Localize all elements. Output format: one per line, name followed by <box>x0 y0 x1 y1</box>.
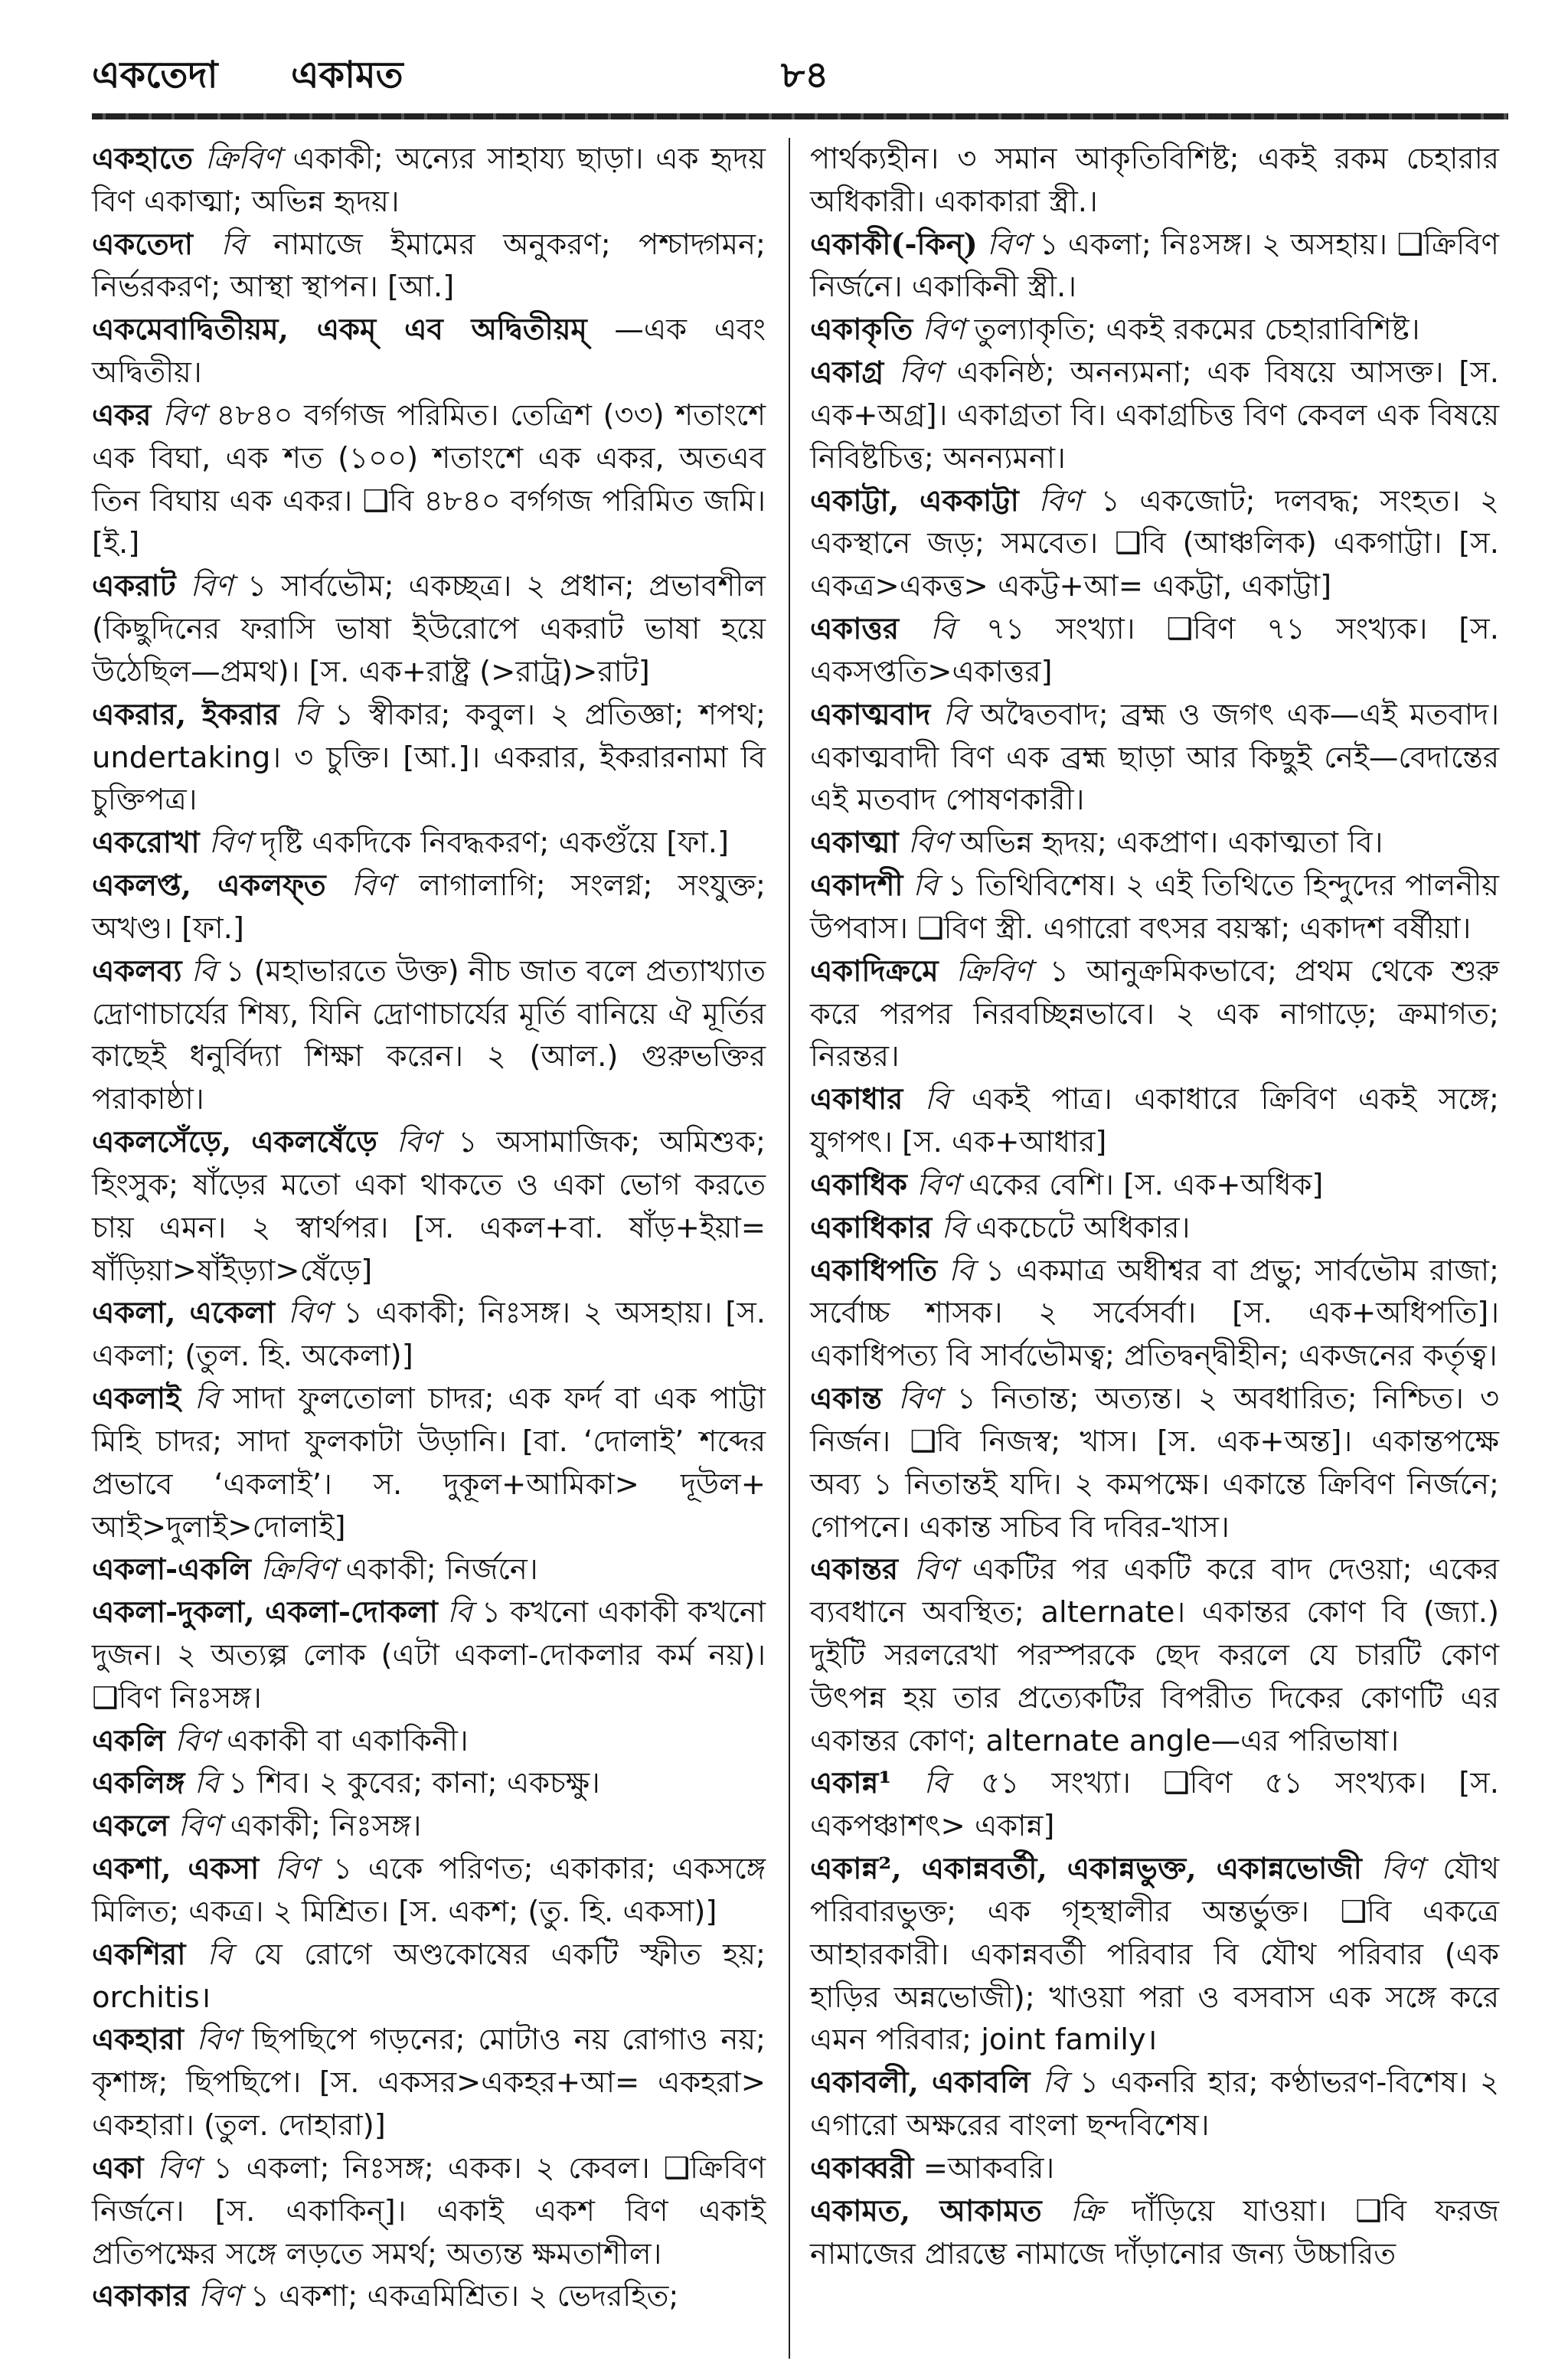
page-number: ৮৪ <box>781 54 829 96</box>
entry-definition: ৪৮৪০ বর্গগজ পরিমিত। তেত্রিশ (৩৩) শতাংশে এক বিঘা, এক শত (১০০) শতাংশে এক একর, অতএব তিন বিঘায় এক একর। ❑বি ৪৮৪০ বর্গগজ পরিমিত জমি। [ই.] <box>92 397 766 561</box>
entry-part-of-speech: বিণ <box>899 355 942 391</box>
dictionary-entry <box>810 694 1499 822</box>
entry-headword: একলব্য <box>92 953 182 989</box>
dictionary-entry <box>92 1934 766 2019</box>
dictionary-entry <box>92 822 766 865</box>
entry-part-of-speech: বিণ <box>1038 483 1082 518</box>
dictionary-entry <box>810 1378 1499 1548</box>
entry-headword: একরার, ইকরার <box>92 697 279 732</box>
entry-headword: একমেবাদ্বিতীয়ম, একম্ এব অদ্বিতীয়ম্ <box>92 312 587 348</box>
entry-definition: যে রোগে অণ্ডকোষের একটি স্ফীত হয়; orchitis। <box>92 1937 766 2015</box>
entry-definition: ছিপছিপে গড়নের; মোটাও নয় রোগাও নয়; কৃশাঙ্গ; ছিপছিপে। [স. একসর>একহর+আ= একহরা> একহারা। (তুল. দোহারা)] <box>92 2022 766 2143</box>
entry-definition: ১ একনরি হার; কণ্ঠাভরণ-বিশেষ। ২ এগারো অক্ষরের বাংলা ছন্দবিশেষ। <box>810 2065 1499 2143</box>
entry-definition: ১ একশা; একত্রমিশ্রিত। ২ ভেদরহিত; <box>250 2279 679 2314</box>
dictionary-entry <box>810 1164 1499 1207</box>
dictionary-entry <box>810 950 1499 1078</box>
dictionary-entry <box>92 2019 766 2147</box>
dictionary-entry <box>810 2147 1499 2190</box>
entry-definition: ১ আনুক্রমিকভাবে; প্রথম থেকে শুরু করে পরপর নিরবচ্ছিন্নভাবে। ২ এক নাগাড়ে; ক্রমাগত; নিরন্তর। <box>810 953 1500 1074</box>
dictionary-entry <box>92 694 766 822</box>
entry-definition: ১ একমাত্র অধীশ্বর বা প্রভু; সার্বভৌম রাজা; সর্বোচ্চ শাসক। ২ সর্বেসর্বা। [স. এক+অধিপতি]। একাধিপত্য বি সার্বভৌমত্ব; প্রতিদ্বন্দ্বীহীন; একজনের কর্তৃত্ব। <box>810 1253 1499 1374</box>
entry-definition: ১ শিব। ২ কুবের; কানা; একচক্ষু। <box>228 1766 600 1801</box>
entry-definition: একাকী; নিঃসঙ্গ। <box>230 1809 422 1844</box>
entry-definition: ১ (মহাভারতে উক্ত) নীচ জাত বলে প্রত্যাখ্যাত দ্রোণাচার্যের শিষ্য, যিনি দ্রোণাচার্যের মূর্তি বানিয়ে ঐ মূর্তির কাছেই ধনুর্বিদ্যা শিক্ষা করেন। ২ (আল.) গুরুভক্তির পরাকাষ্ঠা। <box>92 953 766 1117</box>
entry-definition: পার্থক্যহীন। ৩ সমান আকৃতিবিশিষ্ট; একই রকম চেহারার অধিকারী। একাকারা স্ত্রী.। <box>810 142 1499 219</box>
entry-definition: ১ একে পরিণত; একাকার; একসঙ্গে মিলিত; একত্র। ২ মিশ্রিত। [স. একশ; (তু. হি. একসা)] <box>92 1852 766 1929</box>
dictionary-entry <box>92 224 766 309</box>
dictionary-entry <box>92 1720 766 1763</box>
entry-headword: একর <box>92 397 152 433</box>
entry-part-of-speech: বি <box>913 868 938 904</box>
entry-headword: একশা, একসা <box>92 1852 260 1887</box>
left-guide-word: একতেদা <box>92 54 218 96</box>
entry-definition: ১ স্বীকার; কবুল। ২ প্রতিজ্ঞা; শপথ; undertaking। ৩ চুক্তি। [আ.]। একরার, ইকরারনামা বি চুক্তিপত্র। <box>92 697 766 818</box>
entry-headword: একাব্বরী <box>810 2150 914 2186</box>
entry-definition: নামাজে ইমামের অনুকরণ; পশ্চাদ্গমন; নির্ভরকরণ; আস্থা স্থাপন। [আ.] <box>92 227 766 305</box>
entry-part-of-speech: বিণ <box>916 1167 959 1202</box>
entry-definition: একনিষ্ঠ; অনন্যমনা; এক বিষয়ে আসক্ত। [স. এক+অগ্র]। একাগ্রতা বি। একাগ্রচিত্ত বিণ কেবল এক বিষয়ে নিবিষ্টচিত্ত; অনন্যমনা। <box>810 355 1499 476</box>
entry-headword: একাধিক <box>810 1167 907 1202</box>
entry-part-of-speech: ক্রি <box>1070 2193 1104 2228</box>
entry-part-of-speech: বি <box>941 1210 966 1245</box>
entry-headword: একাত্মা <box>810 826 899 861</box>
entry-headword: একাবলী, একাবলি <box>810 2065 1031 2101</box>
entry-headword: একলসেঁড়ে, একলষেঁড়ে <box>92 1125 377 1160</box>
entry-definition: ১ নিতান্ত; অত্যন্ত। ২ অবধারিত; নিশ্চিত। ৩ নির্জন। ❑বি নিজস্ব; খাস। [স. এক+অন্ত]। একান্তপক্ষে অব্য ১ নিতান্তই যদি। ২ কমপক্ষে। একান্তে ক্রিবিণ নির্জনে; গোপনে। একান্ত সচিব বি দবির-খাস। <box>810 1382 1499 1545</box>
page-header <box>92 40 1508 101</box>
entry-part-of-speech: বিণ <box>351 868 394 904</box>
entry-headword: একাত্মবাদ <box>810 697 931 732</box>
entry-part-of-speech: বিণ <box>1380 1852 1424 1887</box>
entry-part-of-speech: বি <box>220 227 246 262</box>
dictionary-entry <box>810 1250 1499 1378</box>
entry-headword: একা <box>92 2150 144 2186</box>
entry-headword: একাট্টা, এককাট্টা <box>810 483 1019 518</box>
entry-definition: একাকী বা একাকিনী। <box>227 1723 469 1758</box>
dictionary-entry <box>92 1805 766 1848</box>
entry-definition: ১ একলা; নিঃসঙ্গ। ২ অসহায়। ❑ক্রিবিণ নির্জনে। একাকিনী স্ত্রী.। <box>810 227 1499 305</box>
entry-headword: একাগ্র <box>810 355 884 391</box>
entry-definition: ৭১ সংখ্যা। ❑বিণ ৭১ সংখ্যক। [স. একসপ্ততি>একাত্তর] <box>810 612 1499 689</box>
entry-headword: একাকার <box>92 2279 189 2314</box>
dictionary-entry <box>810 309 1499 352</box>
entry-definition: সাদা ফুলতোলা চাদর; এক ফর্দ বা এক পাট্টা মিহি চাদর; সাদা ফুলকাটা উড়ানি। [বা. ‘দোলাই’ শব্দের প্রভাবে ‘একলাই’। স. দুকূল+আমিকা> দূউল+ আই>দুলাই>দোলাই] <box>92 1382 766 1545</box>
dictionary-entry <box>92 138 766 224</box>
dictionary-entry <box>810 2190 1499 2276</box>
dictionary-entry <box>92 309 766 394</box>
entry-part-of-speech: বি <box>924 1082 950 1117</box>
dictionary-entry <box>810 138 1499 224</box>
entry-part-of-speech: বি <box>923 1766 949 1801</box>
entry-definition: একের বেশি। [স. এক+অধিক] <box>969 1167 1324 1202</box>
entry-headword: একান্ত <box>810 1382 882 1417</box>
entry-definition: =আকবরি। <box>923 2150 1055 2186</box>
entry-headword: একাধিপতি <box>810 1253 938 1288</box>
dictionary-entry <box>810 352 1499 479</box>
entry-headword: একরাট <box>92 569 176 604</box>
entry-headword: একাধার <box>810 1082 903 1117</box>
entry-definition: লাগালাগি; সংলগ্ন; সংযুক্ত; অখণ্ড। [ফা.] <box>92 868 766 946</box>
entry-part-of-speech: বিণ <box>274 1852 318 1887</box>
entry-headword: একলি <box>92 1723 165 1758</box>
entry-definition: একই পাত্র। একাধারে ক্রিবিণ একই সঙ্গে; যুগপৎ। [স. এক+আধার] <box>810 1082 1499 1160</box>
entry-headword: একরোখা <box>92 826 200 861</box>
entry-headword: একলে <box>92 1809 169 1844</box>
entry-definition: ১ একজোট; দলবদ্ধ; সংহত। ২ একস্থানে জড়; সমবেত। ❑বি (আঞ্চলিক) একগাট্টা। [স. একত্র>একত্ত> একট্ট+আ= একট্টা, একাট্টা] <box>810 483 1499 604</box>
dictionary-entry <box>92 1848 766 1934</box>
entry-part-of-speech: বি <box>294 697 319 732</box>
entry-part-of-speech: বিণ <box>396 1125 439 1160</box>
entry-headword: একাত্তর <box>810 612 900 647</box>
entry-headword: একতেদা <box>92 227 193 262</box>
entry-definition: ৫১ সংখ্যা। ❑বিণ ৫১ সংখ্যক। [স. একপঞ্চাশৎ> একান্ন] <box>810 1766 1499 1844</box>
dictionary-entry <box>92 1121 766 1292</box>
entry-definition: —এক এবং অদ্বিতীয়। <box>92 312 766 391</box>
entry-part-of-speech: বি <box>942 697 969 732</box>
entry-part-of-speech: বিণ <box>178 1809 221 1844</box>
entry-part-of-speech: ক্রিবিণ <box>204 142 281 176</box>
entry-definition: তুল্যাকৃতি; একই রকমের চেহারাবিশিষ্ট। <box>974 312 1420 348</box>
entry-part-of-speech: বিণ <box>208 826 252 861</box>
entry-headword: একলা, একেলা <box>92 1296 276 1331</box>
column-divider <box>789 138 790 2359</box>
dictionary-entry <box>92 394 766 565</box>
entry-headword: একাদিক্রমে <box>810 953 939 989</box>
entry-part-of-speech: বি <box>194 1382 220 1417</box>
entry-part-of-speech: বি <box>194 1766 220 1801</box>
entry-definition: ১ কখনো একাকী কখনো দুজন। ২ অত্যল্প লোক (এটা একলা-দোকলার কর্ম নয়)। ❑বিণ নিঃসঙ্গ। <box>92 1595 766 1715</box>
dictionary-entry <box>92 1591 766 1719</box>
entry-definition: অভিন্ন হৃদয়; একপ্রাণ। একাত্মতা বি। <box>959 826 1383 861</box>
dictionary-entry <box>92 2147 766 2275</box>
dictionary-entry <box>92 950 766 1121</box>
entry-definition: দাঁড়িয়ে যাওয়া। ❑বি ফরজ নামাজের প্রারম্ভে নামাজে দাঁড়ানোর জন্য উচ্চারিত <box>810 2193 1499 2271</box>
entry-definition: ১ অসামাজিক; অমিশুক; হিংসুক; ষাঁড়ের মতো একা থাকতে ও একা ভোগ করতে চায় এমন। ২ স্বার্থপর। [স. একল+বা. ষাঁড়+ইয়া= ষাঁড়িয়া>ষাঁইড়্যা>ষেঁড়ে] <box>92 1125 766 1288</box>
left-column <box>92 138 766 2318</box>
entry-part-of-speech: বিণ <box>288 1296 331 1331</box>
entry-headword: একলা-একলি <box>92 1552 251 1588</box>
entry-definition: ১ একাকী; নিঃসঙ্গ। ২ অসহায়। [স. একলা; (তুল. হি. অকেলা)] <box>92 1296 766 1374</box>
entry-part-of-speech: বিণ <box>198 2279 241 2314</box>
entry-headword: একশিরা <box>92 1937 186 1972</box>
dictionary-entry <box>810 2062 1499 2147</box>
entry-part-of-speech: বি <box>929 612 956 647</box>
dictionary-entry <box>810 224 1499 309</box>
entry-part-of-speech: বিণ <box>897 1382 941 1417</box>
entry-definition: একটির পর একটি করে বাদ দেওয়া; একের ব্যবধানে অবস্থিত; alternate। একান্তর কোণ বি (জ্যা.) দুইটি সরলরেখা পরস্পরকে ছেদ করলে যে চারটি কোণ উৎপন্ন হয় তার প্রত্যেকটির বিপরীত দিকের কোণটি এর একান্তর কোণ; alternate angle—এর পরিভাষা। <box>810 1552 1499 1758</box>
entry-part-of-speech: বিণ <box>907 826 951 861</box>
entry-headword: একাকী(-কিন্) <box>810 227 978 262</box>
entry-part-of-speech: বিণ <box>190 569 234 604</box>
entry-part-of-speech: ক্রিবিণ <box>260 1552 337 1588</box>
entry-headword: একাধিকার <box>810 1210 933 1245</box>
dictionary-entry <box>810 1848 1499 2062</box>
entry-headword: একলা-দুকলা, একলা-দোকলা <box>92 1595 438 1630</box>
entry-headword: একহাতে <box>92 142 193 176</box>
entry-definition: একাকী; অন্যের সাহায্য ছাড়া। এক হৃদয় বিণ একাত্মা; অভিন্ন হৃদয়। <box>92 142 766 219</box>
entry-definition: একাকী; নির্জনে। <box>345 1552 538 1588</box>
entry-headword: একান্তর <box>810 1552 899 1588</box>
entry-definition: ১ তিথিবিশেষ। ২ এই তিথিতে হিন্দুদের পালনীয় উপবাস। ❑বিণ স্ত্রী. এগারো বৎসর বয়স্কা; একাদশ বর্ষীয়া। <box>810 868 1499 946</box>
header-rule <box>92 113 1508 119</box>
entry-part-of-speech: বিণ <box>922 312 965 348</box>
entry-definition: দৃষ্টি একদিকে নিবদ্ধকরণ; একগুঁয়ে [ফা.] <box>260 826 729 861</box>
dictionary-entry <box>92 1548 766 1591</box>
dictionary-entry <box>810 1207 1499 1250</box>
entry-part-of-speech: বি <box>191 953 217 989</box>
entry-headword: একলিঙ্গ <box>92 1766 185 1801</box>
dictionary-entry <box>810 608 1499 694</box>
dictionary-entry <box>92 565 766 693</box>
dictionary-entry <box>92 2275 766 2318</box>
dictionary-entry <box>810 480 1499 608</box>
entry-headword: একান্ন¹ <box>810 1766 892 1801</box>
dictionary-entry <box>92 1762 766 1805</box>
entry-definition: একচেটে অধিকার। <box>975 1210 1191 1245</box>
entry-headword: একামত, আকামত <box>810 2193 1042 2228</box>
entry-definition: ১ একলা; নিঃসঙ্গ; একক। ২ কেবল। ❑ক্রিবিণ নির্জনে। [স. একাকিন্]। একাই একশ বিণ একাই প্রতিপক্ষের সঙ্গে লড়তে সমর্থ; অত্যন্ত ক্ষমতাশীল। <box>92 2150 766 2271</box>
dictionary-entry <box>810 865 1499 950</box>
entry-part-of-speech: বিণ <box>162 397 205 433</box>
entry-part-of-speech: বি <box>1042 2065 1067 2101</box>
entry-headword: একলাই <box>92 1382 181 1417</box>
dictionary-entry <box>810 1078 1499 1164</box>
right-guide-word: একামত <box>291 54 403 96</box>
right-column <box>810 138 1499 2275</box>
entry-part-of-speech: বিণ <box>913 1552 957 1588</box>
dictionary-entry <box>810 1762 1499 1848</box>
entry-headword: একলপ্ত, একলফ্ত <box>92 868 326 904</box>
entry-headword: একাকৃতি <box>810 312 913 348</box>
entry-part-of-speech: বিণ <box>987 227 1030 262</box>
entry-definition: অদ্বৈতবাদ; ব্রহ্ম ও জগৎ এক—এই মতবাদ। একাত্মবাদী বিণ এক ব্রহ্ম ছাড়া আর কিছুই নেই—বেদান্তের এই মতবাদ পোষণকারী। <box>810 697 1499 818</box>
dictionary-entry <box>92 865 766 950</box>
dictionary-entry <box>92 1378 766 1548</box>
entry-part-of-speech: বি <box>949 1253 974 1288</box>
entry-definition: ১ সার্বভৌম; একচ্ছত্র। ২ প্রধান; প্রভাবশীল (কিছুদিনের ফরাসি ভাষা ইউরোপে একরাট ভাষা হয়ে উঠেছিল—প্রমথ)। [স. এক+রাষ্ট্র (>রাট্র)>রাট] <box>92 569 766 689</box>
entry-headword: একহারা <box>92 2022 184 2058</box>
entry-part-of-speech: বিণ <box>157 2150 200 2186</box>
entry-part-of-speech: বি <box>207 1937 232 1972</box>
dictionary-entry <box>92 1292 766 1378</box>
entry-definition: যৌথ পরিবারভুক্ত; এক গৃহস্থালীর অন্তর্ভুক্ত। ❑বি একত্রে আহারকারী। একান্নবর্তী পরিবার বি যৌথ পরিবার (এক হাড়ির অন্নভোজী); খাওয়া পরা ও বসবাস এক সঙ্গে করে এমন পরিবার; joint family। <box>810 1852 1499 2058</box>
entry-headword: একান্ন², একান্নবর্তী, একান্নভুক্ত, একান্নভোজী <box>810 1852 1362 1887</box>
entry-headword: একাদশী <box>810 868 903 904</box>
entry-part-of-speech: বিণ <box>175 1723 217 1758</box>
entry-part-of-speech: বিণ <box>196 2022 240 2058</box>
entry-part-of-speech: ক্রিবিণ <box>956 953 1032 989</box>
dictionary-entry <box>810 1548 1499 1762</box>
entry-part-of-speech: বি <box>447 1595 472 1630</box>
dictionary-entry <box>810 822 1499 865</box>
